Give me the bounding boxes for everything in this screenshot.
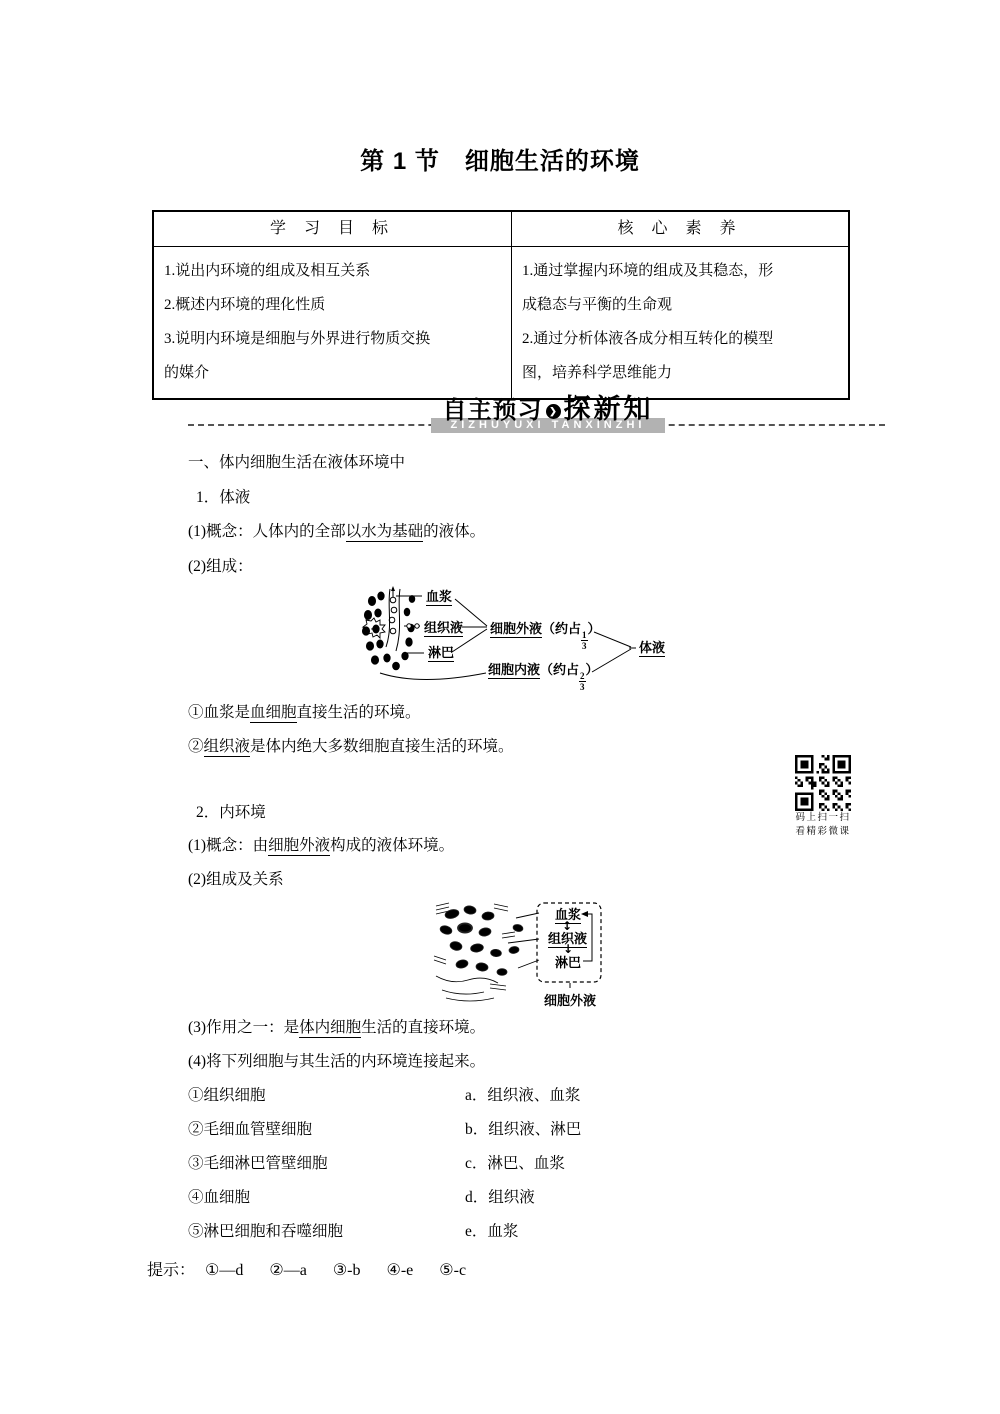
- diagram1-lymph-label: 淋巴: [428, 645, 455, 660]
- internal-env-concept: (1)概念：由细胞外液构成的液体环境。: [188, 837, 455, 854]
- table-body-row: [154, 247, 848, 398]
- item-body-fluid: 1．体液: [196, 489, 251, 506]
- note-tissue-fluid: ②组织液是体内绝大多数细胞直接生活的环境。: [188, 738, 514, 755]
- core-literacy-cell: [512, 247, 848, 398]
- diagram2-ecf-caption: 细胞外液: [544, 993, 597, 1008]
- literacy-item: 成稳态与平衡的生命观: [522, 297, 673, 313]
- match-item-4: ④血细胞: [188, 1189, 251, 1206]
- internal-environment-diagram: [432, 898, 617, 1010]
- diagram1-icf-group: 细胞内液（约占 $\frac{2}{3}$ ）: [488, 662, 599, 693]
- goal-item: 3.说明内环境是细胞与外界进行物质交换: [164, 331, 431, 347]
- chevron-circle-icon: ❯: [546, 404, 561, 419]
- item-internal-environment: 2．内环境: [196, 804, 266, 821]
- underlined-answer: 组织液: [203, 738, 251, 755]
- goal-item: 的媒介: [164, 365, 210, 381]
- diagram2-plasma-label: 血浆: [555, 907, 582, 922]
- answer-line: [147, 1257, 492, 1280]
- qr-code-icon: [795, 755, 851, 811]
- literacy-item: 1.通过掌握内环境的组成及其稳态，形: [522, 263, 774, 279]
- banner-left-text: 自主预习: [442, 397, 543, 424]
- body-fluid-diagram: [360, 585, 695, 697]
- composition-label: (2)组成：: [188, 558, 253, 575]
- objectives-table: [152, 210, 850, 400]
- answer-item: ③-b: [332, 1262, 361, 1279]
- banner-right-text: 探新知: [563, 394, 654, 424]
- table-header-learning-goals: 学 习 目 标: [154, 212, 512, 246]
- diagram2-tissue-fluid-label: 组织液: [548, 931, 588, 946]
- underlined-answer: 细胞外液: [268, 837, 331, 854]
- answer-item: ⑤-c: [439, 1262, 467, 1279]
- section1-heading: 一、体内细胞生活在液体环境中: [188, 454, 406, 471]
- body-fluid-concept: (1)概念：人体内的全部以水为基础的液体。: [188, 523, 486, 540]
- match-option-d: d．组织液: [465, 1189, 535, 1206]
- relation-label: (2)组成及关系: [188, 871, 284, 888]
- qr-block: [793, 755, 853, 839]
- match-option-c: c．淋巴、血浆: [465, 1155, 565, 1172]
- match-item-3: ③毛细淋巴管壁细胞: [188, 1155, 328, 1172]
- table-header-row: [154, 212, 848, 247]
- role-line: (3)作用之一：是体内细胞生活的直接环境。: [188, 1019, 486, 1036]
- note-plasma: ①血浆是血细胞直接生活的环境。: [188, 704, 421, 721]
- banner-pinyin-text: ZIZHUYUXI TANXINZHI: [450, 419, 646, 431]
- qr-caption-line2: 看精彩微课: [795, 827, 851, 837]
- exchange-arrow-icon: ↕: [562, 919, 573, 933]
- page-title: 第 1 节 细胞生活的环境: [360, 148, 640, 175]
- underlined-answer: 体内细胞: [299, 1019, 362, 1036]
- down-arrow-icon: ↓: [563, 942, 574, 956]
- diagram1-tissue-fluid-label: 组织液: [424, 620, 464, 635]
- diagram2-lymph-label: 淋巴: [555, 955, 582, 970]
- match-option-e: e．血浆: [465, 1223, 519, 1240]
- qr-caption-line1: 码上扫一扫: [795, 813, 851, 823]
- literacy-item: 图，培养科学思维能力: [522, 365, 673, 381]
- match-intro: (4)将下列细胞与其生活的内环境连接起来。: [188, 1053, 486, 1070]
- goal-item: 2.概述内环境的理化性质: [164, 297, 326, 313]
- fraction-one-third: $\frac{1}{3}$: [582, 630, 587, 652]
- answer-item: ②—a: [269, 1262, 307, 1279]
- match-option-b: b．组织液、淋巴: [465, 1121, 582, 1138]
- answer-label: 提示：: [147, 1262, 196, 1279]
- match-item-1: ①组织细胞: [188, 1087, 266, 1104]
- answer-item: ④-e: [386, 1262, 414, 1279]
- fraction-two-thirds: $\frac{2}{3}$: [580, 671, 585, 693]
- diagram1-ecf-group: 细胞外液（约占 $\frac{1}{3}$ ）: [490, 621, 601, 652]
- match-item-5: ⑤淋巴细胞和吞噬细胞: [188, 1223, 344, 1240]
- diagram1-body-fluid-label: 体液: [639, 640, 666, 655]
- goal-item: 1.说出内环境的组成及相互关系: [164, 263, 371, 279]
- answer-item: ①—d: [205, 1262, 244, 1279]
- match-option-a: a．组织液、血浆: [465, 1087, 581, 1104]
- table-header-core-literacy: 核 心 素 养: [617, 220, 743, 237]
- diagram1-plasma-label: 血浆: [426, 589, 453, 604]
- learning-goals-cell: [154, 247, 512, 398]
- underlined-answer: 血细胞: [250, 704, 297, 721]
- underlined-answer: 以水为基础: [345, 523, 424, 540]
- literacy-item: 2.通过分析体液各成分相互转化的模型: [522, 331, 774, 347]
- match-item-2: ②毛细血管壁细胞: [188, 1121, 313, 1138]
- diagram1-ecf-label: 细胞外液: [490, 621, 543, 636]
- section-banner: [431, 387, 665, 426]
- diagram1-icf-label: 细胞内液: [488, 662, 541, 677]
